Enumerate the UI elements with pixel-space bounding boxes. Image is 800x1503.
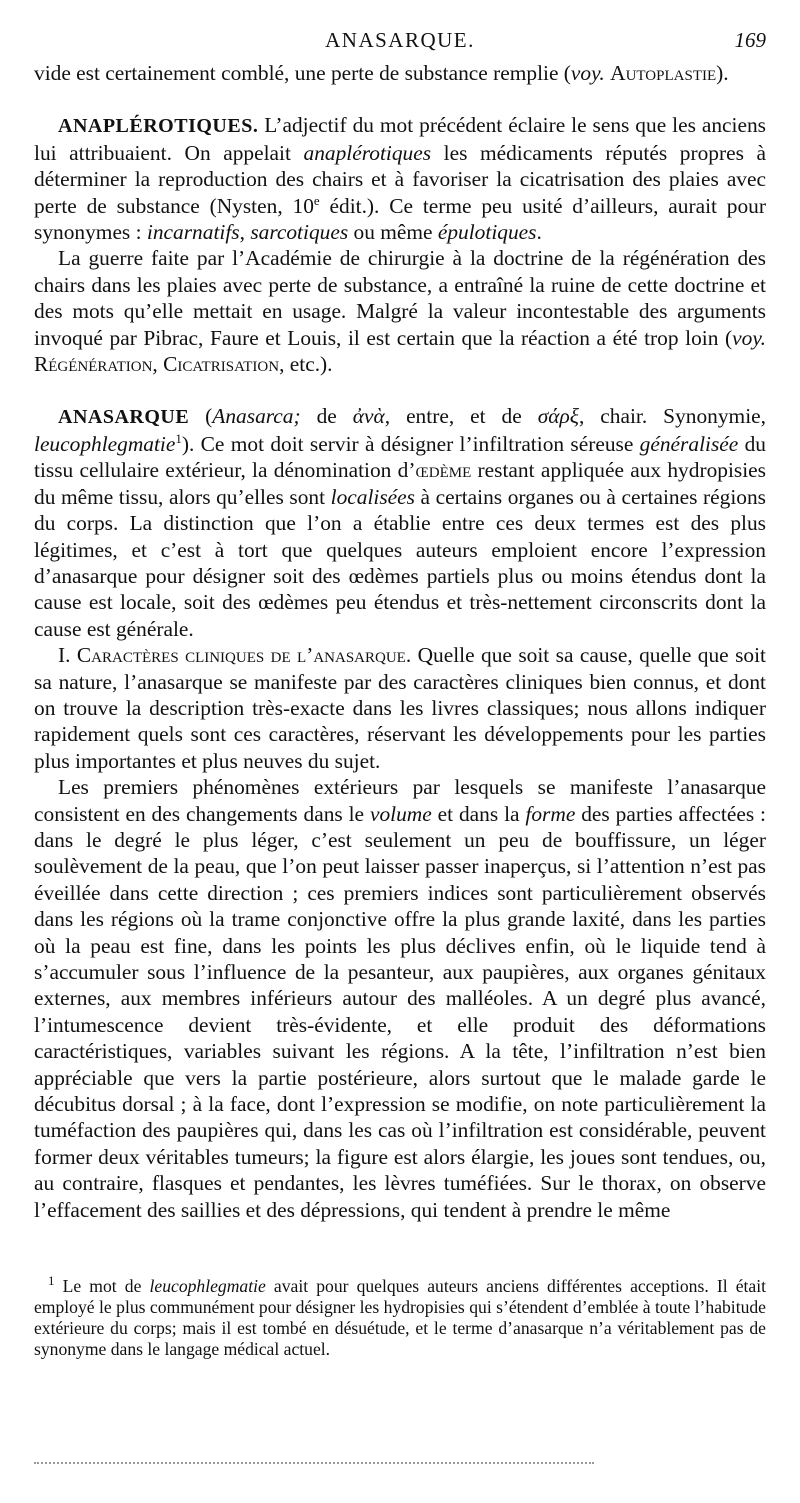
cross-reference: Cicatrisation xyxy=(163,352,280,377)
voy-abbrev: voy. xyxy=(570,61,605,85)
text-run: édit.). Ce terme peu usité d’ailleurs, aurait pour synonymes : xyxy=(34,193,766,245)
emphasis: volume xyxy=(369,801,432,826)
text-run: du tissu cellulaire extérieur, la dénomination d’ xyxy=(34,431,766,483)
text-run: vide est certainement comblé, une perte de substance remplie ( xyxy=(34,61,571,85)
entry-anasarque xyxy=(34,403,766,642)
text-run: . xyxy=(536,220,542,245)
text-run: Quelle que soit sa cause, quelle que soit sa nature, l’anasarque se manifeste par des caractères cliniques bien connus, et dont on trouve la description très-exacte dans les livres classiques; nous allons indiquer rapidement quels sont ces caractères, réservant les développements pour les parties plus importantes et plus neuves du sujet. xyxy=(34,643,766,773)
footnote xyxy=(34,1273,766,1360)
text-run: Le mot de xyxy=(54,1276,150,1296)
text-run: La guerre faite par l’Académie de chirurgie à la doctrine de la régénération des chairs dans les plaies avec perte de substance, a entraîné la ruine de cette doctrine et des mots qu’elle mettait en usage. Malgré la valeur incontestable des arguments invoqué par Pibrac, Faure et Louis, il est certain que la réaction a été trop loin ( xyxy=(34,246,766,350)
text-run: , chair. Synonymie, xyxy=(578,404,766,429)
bottom-rule xyxy=(34,1462,594,1464)
cross-reference: Autoplastie xyxy=(610,61,717,85)
emphasis: Anasarca; xyxy=(212,404,301,429)
greek-word: σάρξ xyxy=(537,404,579,429)
entry-headword: ANASARQUE xyxy=(58,406,190,429)
paragraph-continuation xyxy=(34,60,766,86)
text-run: , entre, et de xyxy=(384,404,538,429)
text-run: des parties affectées : dans le degré le plus léger, c’est seulement un peu de bouffissure, un léger soulèvement de la peau, que l’on peut laisser passer inaperçus, si l’attention n’est pas éveillée dans cette direction ; ces premiers indices sont particulièrement observés dans les régions où la trame conjonctive offre la plus grande laxité, dans les parties où la peau est fine, dans les points les plus déclives enfin, où le liquide tend à s’accumuler sous l’influence de la pesanteur, aux paupières, aux organes génitaux externes, aux membres inférieurs autour des malléoles. A un degré plus avancé, l’intumescence devient très-évidente, et elle produit des déformations caractéristiques, variables suivant les régions. A la tête, l’infiltration n’est bien appréciable que vers la partie postérieure, alors surtout que le malade garde le décubitus dorsal ; à la face, dont l’expression se modifie, on note particulièrement la tuméfaction des paupières qui, dans les cas où l’infiltration est considérable, peuvent former deux véritables tumeurs; la figure est alors élargie, les joues sont tendues, ou, au contraire, flasques et pendantes, les lèvres tuméfiées. Sur le thorax, on observe l’effacement des saillies et des dépressions, qui tendent à prendre le même xyxy=(34,801,766,1222)
running-head xyxy=(34,28,766,56)
paragraph xyxy=(34,774,766,1223)
text-run: à certains organes ou à certaines régions du corps. La distinction que l’on a établie entre ces deux termes est des plus légitimes, et c’est à tort que quelques auteurs emploient encore l’expression d’anasarque pour désigner soit des œdèmes partiels plus ou moins étendus dont la cause est locale, soit des œdèmes peu étendus et très-nettement circonscrits dont la cause est générale. xyxy=(34,484,766,641)
text-run: de xyxy=(300,404,353,429)
emphasis: incarnatifs xyxy=(146,220,240,245)
footnote-marker: 1 xyxy=(175,430,182,446)
text-run: , xyxy=(152,352,164,377)
voy-abbrev: voy. xyxy=(732,325,766,350)
emphasis: leucophlegmatie xyxy=(34,431,176,456)
text-run: L’adjectif du mot précédent éclaire le sens que les anciens lui attribuaient. On appelait xyxy=(34,113,766,165)
paragraph xyxy=(34,245,766,377)
emphasis: leucophlegmatie xyxy=(149,1276,266,1296)
emphasis: anaplérotiques xyxy=(303,140,432,165)
entry-anaplerotiques xyxy=(34,112,766,245)
page-number: 169 xyxy=(734,28,766,52)
text-run: ( xyxy=(189,404,213,429)
paragraph-clinical xyxy=(34,642,766,774)
emphasis: généralisée xyxy=(639,431,739,456)
text-run: restant appliquée aux hydropisies du même tissu, alors qu’elles sont xyxy=(34,458,766,509)
entry-headword: ANAPLÉROTIQUES. xyxy=(58,115,259,138)
running-title: ANASARQUE. xyxy=(325,28,475,52)
text-run: les médicaments réputés propres à déterminer la reproduction des chairs et à favoriser la cicatrisation des plaies avec perte de substance (Nysten, 10 xyxy=(34,140,766,218)
emphasis: forme xyxy=(525,801,576,826)
text-run: ou même xyxy=(348,220,438,245)
cross-reference: œdème xyxy=(415,458,472,483)
body-text xyxy=(34,60,766,1223)
text-run: Les premiers phénomènes extérieurs par lesquels se manifeste l’anasarque consistent en des changements dans le xyxy=(34,775,766,826)
cross-reference: Régénération xyxy=(34,352,153,377)
text-run: ). Ce mot doit servir à désigner l’infiltration séreuse xyxy=(181,431,640,456)
text-run: avait pour quelques auteurs anciens différentes acceptions. Il était employé le plus communément pour désigner les hydropisies qui s’étendent d’emblée à toute l’habitude extérieure du corps; mais il est tombé en désuétude, et le terme d’anasarque n’a véritablement pas de synonyme dans le langage médical actuel. xyxy=(34,1276,766,1359)
text-run: et dans la xyxy=(431,801,526,826)
emphasis: localisées xyxy=(330,484,415,509)
footnotes xyxy=(34,1273,766,1360)
emphasis: sarcotiques xyxy=(250,220,349,245)
text-run: , xyxy=(239,220,251,245)
section-heading: I. Caractères cliniques de l’anasarque. xyxy=(58,643,412,668)
text-run: , etc.). xyxy=(279,352,333,377)
greek-word: ἀνὰ xyxy=(352,404,385,429)
footnote-number: 1 xyxy=(48,1273,55,1289)
emphasis: épulotiques xyxy=(437,220,537,245)
superscript: e xyxy=(313,192,320,208)
text-run: ). xyxy=(716,61,729,85)
